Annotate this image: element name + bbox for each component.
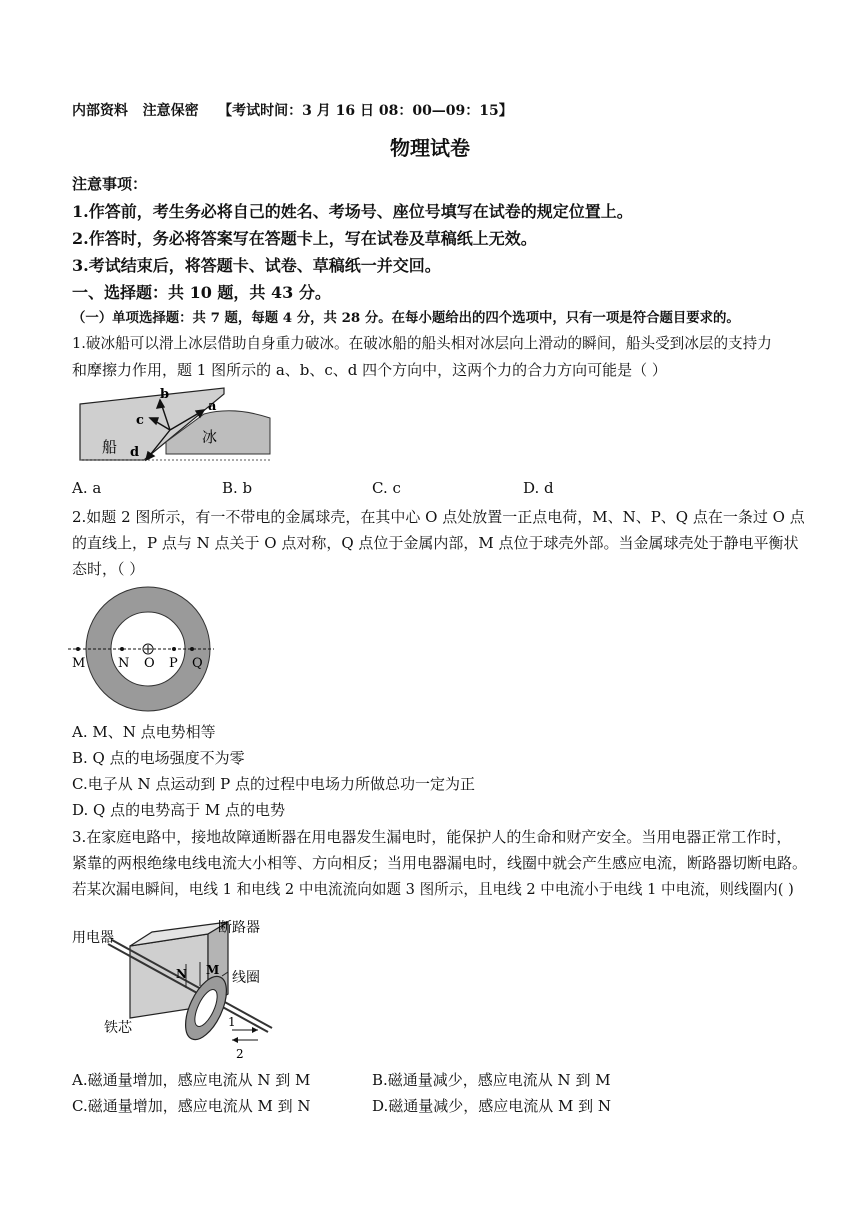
notes-item-2: 2.作答时，务必将答案写在答题卡上，写在试卷及草稿纸上无效。 — [72, 229, 537, 248]
label-n: N — [176, 967, 187, 981]
section1-subtitle: （一）单项选择题：共 7 题，每题 4 分，共 28 分。在每小题给出的四个选项中，只有一项是符合题目要求的。 — [72, 310, 740, 326]
label-appliance: 用电器 — [72, 930, 114, 946]
label-o: O — [144, 656, 155, 671]
q3-figure-breaker — [68, 912, 278, 1062]
label-q: Q — [192, 656, 203, 671]
current-arrow-1-head — [252, 1027, 258, 1033]
q3-line-3: 若某次漏电瞬间，电线 1 和电线 2 中电流流向如题 3 图所示，且电线 2 中电流小于电线 1 中电流，则线圈内( ) — [72, 881, 794, 898]
page-title: 物理试卷 — [390, 136, 470, 160]
q1-option-a: A. a — [72, 479, 102, 497]
q1-line-1: 1.破冰船可以滑上冰层借助自身重力破冰。在破冰船的船头相对冰层向上滑动的瞬间，船头受到冰层的支持力 — [72, 335, 772, 352]
label-p: P — [169, 656, 178, 671]
q3-line-2: 紧靠的两根绝缘电线电流大小相等、方向相反；当用电器漏电时，线圈中就会产生感应电流，断路器切断电路。 — [72, 854, 808, 872]
q1-option-b: B. b — [222, 479, 253, 497]
label-d: d — [130, 445, 140, 460]
label-c: c — [136, 413, 144, 428]
label-ice: 冰 — [202, 428, 218, 446]
q1-option-d: D. d — [523, 479, 554, 497]
q3-option-b: B.磁通量减少，感应电流从 N 到 M — [372, 1071, 611, 1089]
q3-option-c: C.磁通量增加，感应电流从 M 到 N — [72, 1097, 311, 1115]
label-ship: 船 — [102, 438, 118, 456]
point-m — [76, 647, 80, 651]
label-breaker: 断路器 — [218, 920, 260, 936]
label-coil: 线圈 — [232, 970, 260, 986]
label-b: b — [160, 387, 170, 402]
q2-option-c: C.电子从 N 点运动到 P 点的过程中电场力所做总功一定为正 — [72, 775, 476, 793]
label-m: M — [72, 656, 86, 671]
header — [72, 100, 513, 120]
header-confidential: 注意保密 — [142, 103, 199, 119]
q2-figure-shell — [64, 585, 224, 715]
q3-option-a: A.磁通量增加，感应电流从 N 到 M — [72, 1071, 311, 1089]
header-exam-time: 【考试时间：3 月 16 日 08：00—09：15】 — [218, 103, 513, 119]
label-m: M — [206, 963, 220, 977]
q1-option-c: C. c — [372, 479, 401, 497]
point-p — [172, 647, 176, 651]
q2-option-b: B. Q 点的电场强度不为零 — [72, 749, 245, 767]
notes-heading: 注意事项： — [72, 175, 148, 193]
section1-title: 一、选择题：共 10 题，共 43 分。 — [72, 283, 331, 302]
point-q — [190, 647, 194, 651]
q2-option-a: A. M、N 点电势相等 — [72, 723, 216, 741]
q1-figure-icebreaker — [74, 384, 274, 468]
label-core: 铁芯 — [104, 1020, 132, 1036]
label-n: N — [118, 656, 130, 671]
notes-item-1: 1.作答前，考生务必将自己的姓名、考场号、座位号填写在试卷的规定位置上。 — [72, 202, 633, 221]
header-internal: 内部资料 — [72, 103, 128, 119]
q3-option-d: D.磁通量减少，感应电流从 M 到 N — [372, 1097, 612, 1115]
label-wire-1: 1 — [228, 1015, 236, 1029]
label-wire-2: 2 — [236, 1047, 244, 1061]
q3-line-1: 3.在家庭电路中，接地故障通断器在用电器发生漏电时，能保护人的生命和财产安全。当用电器正常工作时， — [72, 828, 792, 846]
notes-item-3: 3.考试结束后，将答题卡、试卷、草稿纸一并交回。 — [72, 256, 441, 275]
point-n — [120, 647, 124, 651]
q1-line-2: 和摩擦力作用，题 1 图所示的 a、b、c、d 四个方向中，这两个力的合力方向可能是（ ） — [72, 361, 667, 379]
label-a: a — [208, 399, 217, 414]
q2-line-1: 2.如题 2 图所示，有一不带电的金属球壳，在其中心 O 点处放置一正点电荷，M、N、P、Q 点在一条过 O 点 — [72, 508, 805, 526]
q2-line-2: 的直线上，P 点与 N 点关于 O 点对称，Q 点位于金属内部，M 点位于球壳外部。当金属球壳处于静电平衡状 — [72, 534, 799, 552]
current-arrow-2-head — [232, 1037, 238, 1043]
q2-option-d: D. Q 点的电势高于 M 点的电势 — [72, 801, 285, 819]
q2-line-3: 态时，（ ） — [72, 560, 145, 578]
